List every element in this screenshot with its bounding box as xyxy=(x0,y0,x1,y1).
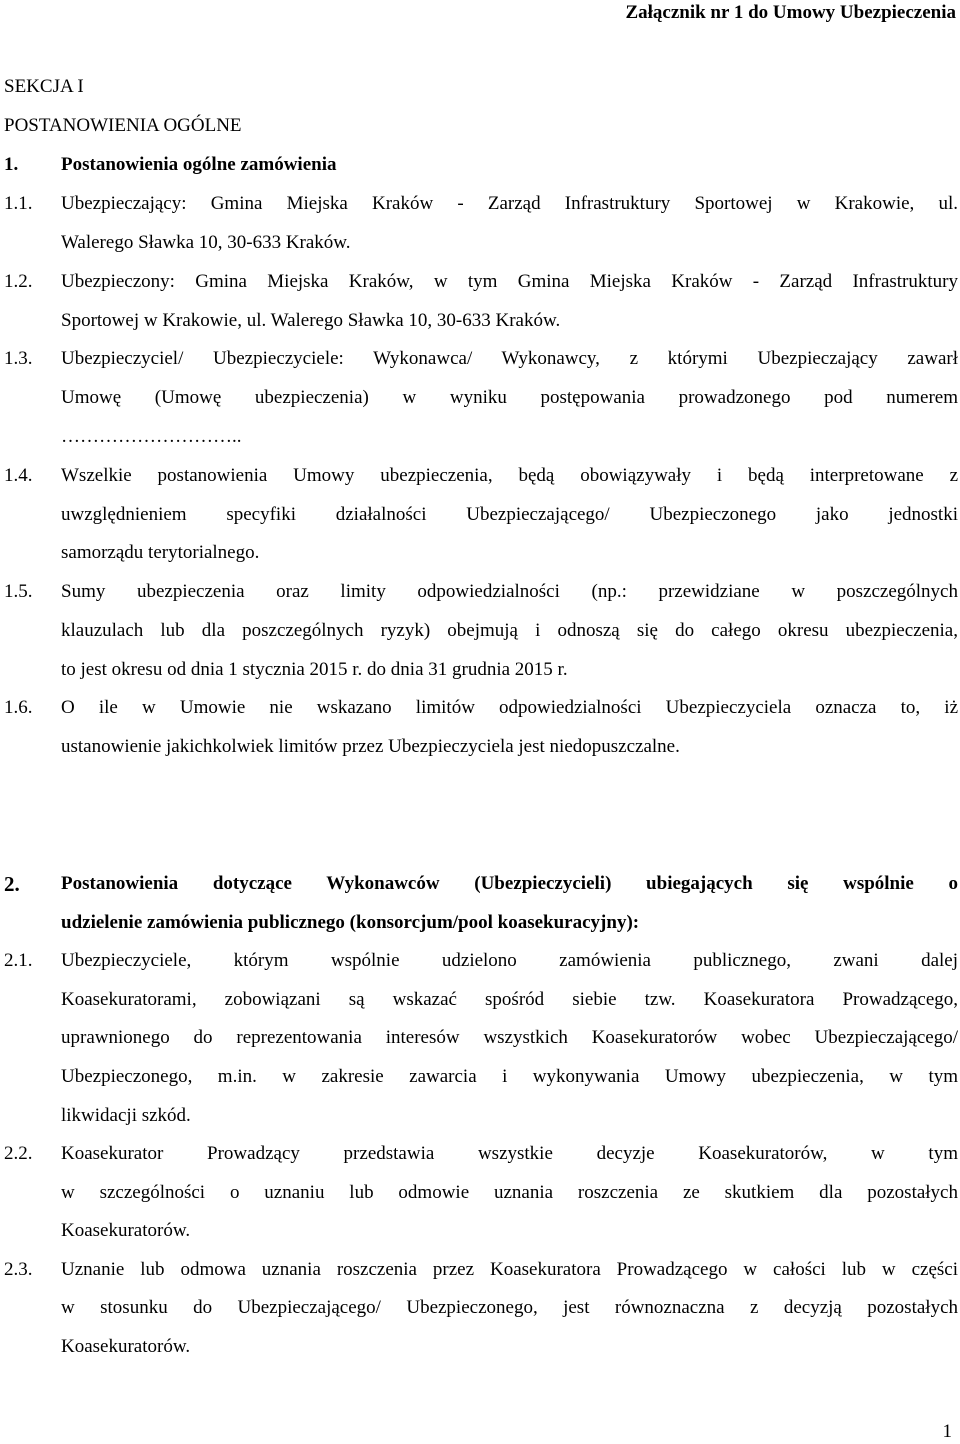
item-1-5-number: 1.5. xyxy=(4,581,33,602)
item-2-2-number: 2.2. xyxy=(4,1143,33,1164)
item-2-2-line-1: Koasekurator Prowadzący przedstawia wszystkie decyzje Koasekuratorów, w tym xyxy=(61,1143,958,1164)
item-1-3-line-1: Ubezpieczyciel/ Ubezpieczyciele: Wykonawca/ Wykonawcy, z którymi Ubezpieczający zawarł xyxy=(61,348,958,369)
chapter-2-title-line-2: udzielenie zamówienia publicznego (konsorcjum/pool koasekuracyjny): xyxy=(61,912,640,933)
item-2-3-line-2: w stosunku do Ubezpieczającego/ Ubezpieczonego, jest równoznaczna z decyzją pozostałych xyxy=(61,1297,958,1318)
page-number: 1 xyxy=(942,1421,952,1442)
item-2-1-number: 2.1. xyxy=(4,950,33,971)
item-2-1-line-2: Koasekuratorami, zobowiązani są wskazać spośród siebie tzw. Koasekuratora Prowadzącego, xyxy=(61,989,958,1010)
item-1-4-line-3: samorządu terytorialnego. xyxy=(61,542,260,563)
item-2-2-line-3: Koasekuratorów. xyxy=(61,1220,191,1241)
section-label: SEKCJA I xyxy=(4,76,84,97)
chapter-2-title-line-1: Postanowienia dotyczące Wykonawców (Ubezpieczycieli) ubiegających się wspólnie o xyxy=(61,873,958,894)
item-2-1-line-4: Ubezpieczonego, m.in. w zakresie zawarcia i wykonywania Umowy ubezpieczenia, w tym xyxy=(61,1066,958,1087)
item-1-4-line-1: Wszelkie postanowienia Umowy ubezpieczenia, będą obowiązywały i będą interpretowane z xyxy=(61,465,958,486)
item-1-4-line-2: uwzględnieniem specyfiki działalności Ubezpieczającego/ Ubezpieczonego jako jednostki xyxy=(61,504,958,525)
item-1-1-line-1: Ubezpieczający: Gmina Miejska Kraków - Zarząd Infrastruktury Sportowej w Krakowie, ul. xyxy=(61,193,958,214)
section-title: POSTANOWIENIA OGÓLNE xyxy=(4,115,242,136)
item-1-1-line-2: Walerego Sławka 10, 30-633 Kraków. xyxy=(61,232,351,253)
item-1-5-line-3: to jest okresu od dnia 1 stycznia 2015 r. do dnia 31 grudnia 2015 r. xyxy=(61,659,568,680)
item-2-3-line-3: Koasekuratorów. xyxy=(61,1336,191,1357)
item-1-4-number: 1.4. xyxy=(4,465,33,486)
item-1-6-number: 1.6. xyxy=(4,697,33,718)
item-2-1-line-5: likwidacji szkód. xyxy=(61,1105,191,1126)
chapter-2-number: 2. xyxy=(4,872,20,896)
item-1-2-line-2: Sportowej w Krakowie, ul. Walerego Sławka 10, 30-633 Kraków. xyxy=(61,310,561,331)
chapter-1-title: Postanowienia ogólne zamówienia xyxy=(61,154,337,175)
item-1-5-line-2: klauzulach lub dla poszczególnych ryzyk) obejmują i odnoszą się do całego okresu ubezpieczenia, xyxy=(61,620,958,641)
item-1-3-line-3: ……………………….. xyxy=(61,426,242,447)
chapter-1-number: 1. xyxy=(4,154,19,175)
item-1-2-number: 1.2. xyxy=(4,271,33,292)
annex-title: Załącznik nr 1 do Umowy Ubezpieczenia xyxy=(625,2,956,23)
item-2-1-line-3: uprawnionego do reprezentowania interesów wszystkich Koasekuratorów wobec Ubezpieczającego/ xyxy=(61,1027,958,1048)
item-2-3-line-1: Uznanie lub odmowa uznania roszczenia przez Koasekuratora Prowadzącego w całości lub w części xyxy=(61,1259,958,1280)
item-1-1-number: 1.1. xyxy=(4,193,33,214)
item-2-1-line-1: Ubezpieczyciele, którym wspólnie udzielono zamówienia publicznego, zwani dalej xyxy=(61,950,958,971)
item-1-3-line-2: Umowę (Umowę ubezpieczenia) w wyniku postępowania prowadzonego pod numerem xyxy=(61,387,958,408)
item-1-2-line-1: Ubezpieczony: Gmina Miejska Kraków, w tym Gmina Miejska Kraków - Zarząd Infrastruktury xyxy=(61,271,958,292)
item-1-6-line-2: ustanowienie jakichkolwiek limitów przez Ubezpieczyciela jest niedopuszczalne. xyxy=(61,736,680,757)
item-1-3-number: 1.3. xyxy=(4,348,33,369)
item-2-3-number: 2.3. xyxy=(4,1259,33,1280)
item-2-2-line-2: w szczególności o uznaniu lub odmowie uznania roszczenia ze skutkiem dla pozostałych xyxy=(61,1182,958,1203)
item-1-5-line-1: Sumy ubezpieczenia oraz limity odpowiedzialności (np.: przewidziane w poszczególnych xyxy=(61,581,958,602)
item-1-6-line-1: O ile w Umowie nie wskazano limitów odpowiedzialności Ubezpieczyciela oznacza to, iż xyxy=(61,697,958,718)
